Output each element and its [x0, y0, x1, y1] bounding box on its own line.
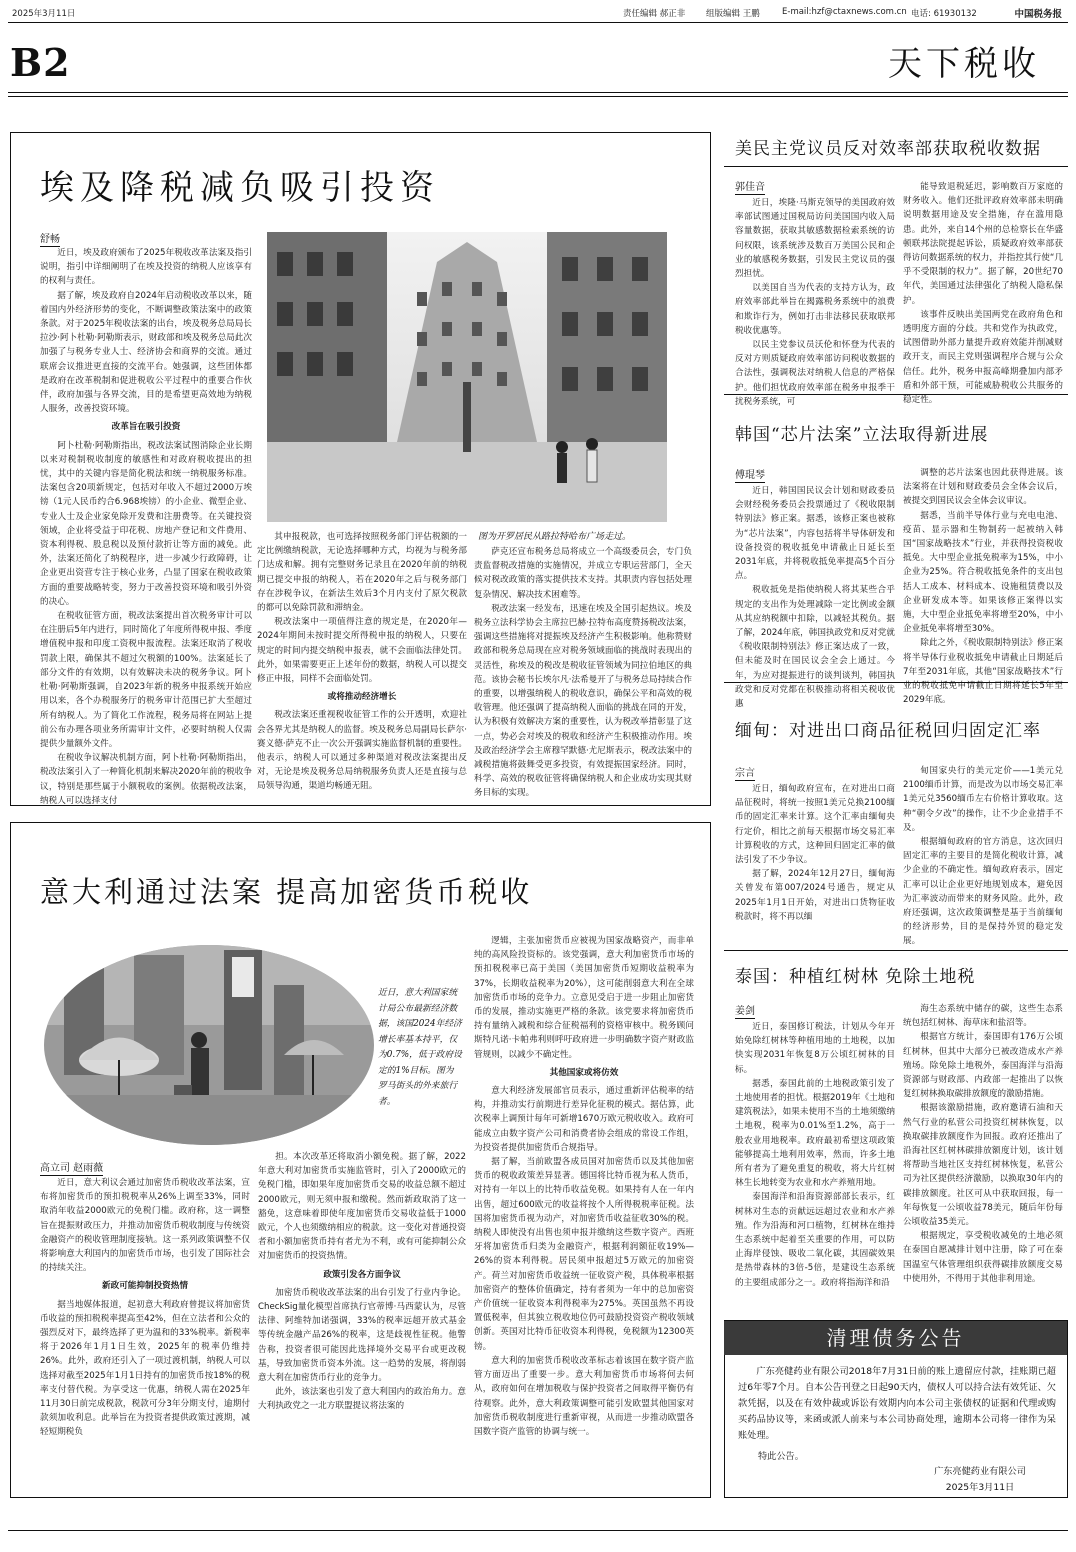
egypt-byline: 舒畅 [40, 230, 60, 247]
usa-headline-rule [724, 166, 1068, 167]
egypt-column-2 [257, 530, 467, 798]
paragraph: 近日，意大利议会通过加密货币税收改革法案，宣布将加密货币的预扣税税率从26%上调至33%，同时取消年收益2000欧元的免税门槛。政府称，这一调整旨在提振财政压力，并推动加密货币税收制度与传统资金融资产的税收管理制度接轨。这一系列政策调整不仅将影响意大利国内的加密货币市场，也引发了国际社会的持续关注。 [40, 1178, 250, 1274]
korea-end-rule [724, 682, 1068, 683]
thailand-column-2 [903, 1002, 1063, 1308]
egypt-column-3 [474, 545, 692, 798]
notice-date: 2025年3月11日 [945, 1482, 1015, 1493]
paragraph: 在税收争议解决机制方面，阿卜杜勒·阿勒斯指出，税改法案引入了一种简化机制来解决2020年前的税收争议，特别是那些属于小额税收的案例。依据税改法案，纳税人可以选择支付 [40, 753, 252, 806]
paragraph: 据悉，泰国此前的土地税政策引发了土地使用者的担忧。根据2019年《土地和建筑税法》，如果未使用不当的土地须缴纳土地税，税率为0.01%至1.2%，高于一般农业用地税率。政府最初希望这项政策能够提高土地利用效率，然而，许多土地所有者为了避免重复的税收，将大片红树林生长地转变为农业和水产养殖用地。 [735, 1078, 895, 1189]
paragraph: 税收抵免是指使纳税人将其某些合乎规定的支出作为处理减除一定比例或金额从其应纳税额中扣除，以减轻其税负。据了解，2024年底，韩国执政党和反对党就《税收限制特别法》修正案达成了一致，但未能及时在国民议会全会上通过。今年，为应对提振进行的谈判谈判，韩国执政党和反对党都在积极推动将相关税收优惠 [735, 585, 895, 710]
korea-byline: 傅琨琴 [735, 466, 765, 483]
masthead-rule [8, 92, 1068, 93]
paragraph: 此外，该法案也引发了意大利国内的政治角力。意大利执政党之一北方联盟提议将法案的 [258, 1387, 466, 1412]
paragraph: 税改法案中一项值得注意的规定是，在2020年—2024年期间未按时提交所得税申报的纳税人，只要在规定的时间内提交纳税申报表，就不会面临法律处罚。此外，如果需要更正上述年份的数据，纳税人可以提交修正申报，同样不会面临处罚。 [257, 617, 467, 685]
paragraph: 能导致退税延迟，影响数百万家庭的财务收入。他们还批评政府效率部未明确说明数据用途及安全措施，存在滥用隐患。此外，来自14个州的总检察长在华盛顿联邦法院提起诉讼，质疑政府效率部获得访问数据系统的权力，并指控其行使“几乎不受限制的权力”。据了解，20世纪70年代，美国通过法律强化了纳税人隐私保护。 [903, 182, 1063, 306]
masthead-rule-thin [8, 96, 1068, 97]
paragraph: 据了解，当前欧盟各成员国对加密货币以及其他加密货币的税收政策差异显著。德国将比特币视为私人货币，对持有一年以上的比特币收益免税。如果持有人在一年内出售，超过600欧元的收益将按个人所得税税率征税。法国将加密货币视为动产，对加密货币收益征收30%的税。纳税人即使没有出售也须申报并缴纳这些数字资产。西班牙将加密货币归类为金融资产，根据利润额征收19%—26%的资本利得税。居民须申报超过5万欧元的加密资产。荷兰对加密货币收益统一征收资产税，具体税率根据加密资产的整体价值确定，持有者须为一年中的总加密资产价值统一征收资本利得税率为275%。英国虽然不再设置低税率，但其独立税收地位仍可鼓励投资资产税收领域创新。英国对比特币征收资本利得税，免税额为12300英镑。 [474, 1157, 694, 1352]
paragraph: 阿卜杜勒·阿勒斯指出，税改法案试图消除企业长期以来对税制税收制度的敏感性和对政府税收提出的担忧，其中的关键内容是简化税法和统一纳税服务标准。法案包含20项新规定，包括对年收入不超过2000万埃镑（1元人民币约合6.968埃镑）的小企业、微型企业、专业人士及企业家免除开发费和注册费等。在关键投资领域，企业将受益于印花税、房地产登记和文件费用、资本利得税、股息税以及预付款折让等方面的减免。此外，法案还简化了纳税程序，进一步减少行政障碍，让企业更出资营专注于核心业务，凸显了国家在税收政策方面的重要战略转变，努力于改善投资环境和吸引外资的决心。 [40, 440, 252, 607]
paragraph: 据当地媒体报道，起初意大利政府曾提议将加密货币收益的预扣税税率提高至42%，但在立法者和公众的强烈反对下，最终选择了更为温和的33%税率。新税率将于2026年1月1日生效，2025年的税率仍维持26%。此外，政府还引入了一项过渡机制，纳税人可以选择对截至2025年1月1日持有的加密货币按18%的税率支付替代税。为享受这一优惠，纳税人需在2025年11月30日前完成税款，税款可分3年分期支付，逾期付款须加收利息。此举旨在为投资者提供政策过渡期，减轻短期税负 [40, 1299, 250, 1438]
cairo-square-photo [267, 232, 667, 522]
paragraph: 其申报税款，也可选择按照税务部门评估税额的一定比例缴纳税款，无论选择哪种方式，均视为与税务部门达成和解。拥有完整财务记录且在2020年前的纳税期已提交申报的纳税人，若在2020年之后与税务部门存在涉税争议，在新法生效后3个月内支付了原欠税款的都可以免除罚款和滞纳金。 [257, 532, 467, 614]
egypt-photo-caption: 图为开罗居民从路拉特哈布广场走过。 [478, 532, 632, 542]
italy-photo-caption: 近日，意大利国家统计局公布最新经济数据，该国2024年经济增长率基本持平，仅为0.7%，低于政府设定的1%目标。图为罗马街头的外来旅行者。 [378, 988, 462, 1107]
paragraph: 在税收征管方面，税改法案提出首次税务审计可以在注册后5年内进行，同时简化了年度所得税申报、季度增值税申报和印度工资税申报流程。法案还取消了税收罚款上限，确保其不超过欠税额的100%。法案延长了部分文件的有效期，以有效解决未决的税务争议。阿卜杜勒·阿勒斯强调，自2023年新的税务申报系统开始应用以来，各个办税服务厅的税务审计范围已扩大至超过所有纳税人。为了简化工作流程，税务局将在网站上提前公布办理各项业务所需审计文件，必要时纳税人仅需提供少量额外文件。 [40, 611, 252, 749]
paragraph: 税改法案还重视税收征管工作的公开透明，欢迎社会各界尤其是纳税人的监督。埃及税务总局副局长萨尔·赛义德·萨克不止一次公开强调实施监督机制的重要性。他表示，纳税人可以通过多种渠道对税改法案提出反对，无论是埃及税务总局纳税服务负责人还是直接与总局领导沟通，渠道均畅通无阻。 [257, 710, 467, 792]
paragraph: 泰国海洋和沿海资源部部长表示，红树林对生态的贡献远远超过农业和水产养殖。作为沿海和河口植物，红树林在维持生态系统中起着至关重要的作用，可以防止海岸侵蚀、吸收二氧化碳，其固碳效果是热带森林的3倍-5倍，是建设生态系统的主要组成部分之一。政府将指海洋和沿 [735, 1192, 895, 1288]
paragraph: 根据缅甸政府的官方消息，这次回归固定汇率的主要目的是简化税收计算，减少企业的不确定性。缅甸政府表示，固定汇率可以让企业更好地规划成本，避免因为汇率波动而带来的财务风险。此外，政府还强调，这次政策调整是基于当前缅甸的经济形势，目的是保持外贸的稳定发展。 [903, 837, 1063, 947]
page-number: B2 [10, 40, 71, 85]
notice-title: 清理债务公告 [724, 1321, 1067, 1355]
italy-subhead-others: 其他国家或将仿效 [549, 1067, 619, 1078]
korea-column-2 [903, 466, 1063, 706]
paragraph: 根据该激励措施，政府邀请石油和天然气行业的私营公司投资红树林恢复，以换取碳排放额度作为回报。政府还推出了沿海社区红树林碳排放额度计划，该计划将帮助当地社区支持红树林恢复，私营公司为社区提供经济激励，以换取30年内的碳排放额度。社区可从中获取回报，每一年每恢复一公顷收益78美元，随后年份每公顷收益35美元。 [903, 1103, 1063, 1228]
myanmar-end-rule [724, 950, 1068, 951]
contact-email[interactable]: E-mail:hzf@ctaxnews.com.cn [782, 7, 907, 17]
paragraph: 该事件反映出美国两党在政府角色和透明度方面的分歧。共和党作为执政党，试图借助外部力量提升政府效能并削减财政开支，而民主党则强调程序合规与公众信任。此外，税务申报高峰期叠加内部矛盾和外部干预，可能威胁税收公共服务的稳定性。 [903, 309, 1063, 406]
egypt-headline: 埃及降税减负吸引投资 [40, 168, 440, 208]
page-header [8, 4, 1068, 22]
paragraph: 萨克还宣布税务总局将成立一个高级委员会，专门负责监督税改措施的实施情况，并成立专职运营部门，全天候对税改政策的落实提供技术支持。其职责内容包括处理复杂情况、解决技术困难等。 [474, 547, 692, 600]
usa-column-1 [735, 196, 895, 407]
usa-byline: 郭佳音 [735, 178, 765, 195]
paragraph: 据了解，埃及政府自2024年启动税收改革以来，随着国内外经济形势的变化，不断调整政策法案中的政策条款。对于2025年税收法案的出台，埃及税务总局局长拉沙·阿卜杜勒·阿勒斯表示，财政部和埃及税务总局此次加强了与税务专业人士、经济协会和商界的交流。通过联席会议推进更直接的交流平台。她强调，这些团体都是政府在改革税制和促进税收公平过程中的重要合作伙伴，政府加强与各界交流，目的是希望更高效地为纳税人服务，改善投资环境。 [40, 290, 252, 415]
paragraph: 根据规定，享受税收减免的土地必须在泰国自愿减排计划中注册，除了可在泰国温室气体管理组织获得碳排放额度交易中使用外，不得用于其他非利用途。 [903, 1231, 1063, 1284]
thailand-headline: 泰国：种植红树林 免除土地税 [735, 967, 976, 987]
paragraph: 税改法案一经发布，迅速在埃及全国引起热议。埃及税务立法科学协会主席拉巴赫·拉特布高度赞扬税改法案，强调这些措施将对提振埃及经济产生积极影响。他称赞财政部和税务总局现在应对税务领域面临的挑战时表现出的灵活性，称埃及的税改是税收征管领域为同拉伯地区的典范。该协会秘书长埃尔凡·法希曼开了与税务总局持续合作的重要，以增强纳税人的税收意识，确保公平和高效的税收管理。他还强调了提高纳税人面临的挑战在同的开发，认为积极有效解决方案的重要性，认为税改举措彰显了这一点，势必会对埃及的税收和经济产生积极推动作用。埃及政治经济学会主席穆罕默德·尤尼斯表示，税改法案中的减税措施将鼓舞受更多投资，有效提振国家经济。同时，科学、高效的税收征管将确保纳税人和企业成功实现其财务目标的实现。 [474, 603, 692, 799]
paragraph: 逻辑，主张加密货币应被视为国家战略资产，而非单纯的高风险投资标的。该党强调，意大利加密货币市场的预扣税税率已高于美国（美国加密货币短期收益税率为37%，长期收益税率为20%），这可能削弱意大利在全球加密货币市场的竞争力。立意见受启于进一步阻止加密货币的发展，推动实施更严格的条款。该党要求将加密货币持有量纳入减税和综合征税福利的资格审核中。税务顾问斯特凡诺·卡帕弗利则呼吁政府进一步明确数字资产财政监管规则，以减少不确定性。 [474, 936, 694, 1060]
section-title: 天下税收 [888, 44, 1040, 84]
header-rule [8, 22, 1068, 23]
italy-headline: 意大利通过法案 提高加密货币税收 [40, 875, 533, 909]
paragraph: 据悉，当前半导体行业与充电电池、疫苗、显示器和生物制药一起被纳入韩国“国家战略技术”行业，并获得投资税收抵免。大中型企业抵免税率为15%，中小企业为25%。符合税收抵免条件的支出包括人工成本、材料成本、设施租赁费以及企业研发成本等。如果该修正案得以实施，大中型企业抵免率将增至20%，中小企业抵免率将增至30%。 [903, 510, 1063, 635]
paragraph: 根据官方统计，泰国即有176万公顷红树林，但其中大部分已被改造成水产养殖场。除免除土地税外，泰国海洋与沿海资源部与财政部、内政部一起推出了以恢复红树林换取碳排放额度的激励措施。 [903, 1032, 1063, 1100]
egypt-column-1 [40, 246, 252, 806]
italy-column-1 [40, 1176, 250, 1488]
notice-body: 广东亮健药业有限公司2018年7月31日前的账上遗留应付款，挂账期已超过6年零7个月。自本公告刊登之日起90天内，债权人可以持合法有效凭证、欠款凭据，以及在有效仲裁或诉讼有效期内向本公司主张债权的证据和代理或购买药品协议等，来函或派人前来与本公司协商处理，逾期本公司将一律作为呆账处理。 [738, 1366, 1056, 1441]
paragraph: 意大利经济发展部官员表示，通过重新评估税率的结构，并推动实行前期进行差异化征税的模式。据估算，此次税率上调预计每年可新增1670万欧元税收收入。政府可能成立由数字资产公司和消费者协会组成的常设工作组，为投资者提供加密货币合规指导。 [474, 1086, 694, 1153]
myanmar-column-2 [903, 764, 1063, 947]
paragraph: 近日，埃隆·马斯克领导的美国政府效率部试图通过国税局访问美国国内收入局容量数据，获取其敏感数据检索系统的访问权限，该系统涉及数百万美国公民和企业的敏感税务数据，引发民主党议员的强烈担忧。 [735, 198, 895, 280]
footer-rule [8, 1530, 1068, 1531]
paragraph: 加密货币税收改革法案的出台引发了行业内争论。CheckSig量化模型首席执行官蒂博·马西蒙认为，尽管法律、阿维特加诺强调，33%的税率远超开放式基金等传统金融产品26%的税率，这是歧视性征税。他警告称，投资者很可能因此选择境外交易平台或更改税基，导致加密货币资本外流。这一趋势的发展，将削弱意大利在加密货币行业的竞争力。 [258, 1287, 466, 1384]
paragraph: 以民主党参议员沃伦和怀登为代表的反对方则质疑政府效率部访问税收数据的合法性，强调税法对纳税人信息的严格保护。他们担忧政府效率部在税务申报季干扰税务系统，可 [735, 340, 895, 407]
paragraph: 据了解，2024年12月27日，缅甸海关曾发布第007/2024号通告，规定从2025年1月1日开始，对进出口货物征收税款时，将不再以缅 [735, 869, 895, 922]
rome-street-photo [44, 945, 374, 1145]
egypt-subhead-investment: 改革旨在吸引投资 [111, 422, 181, 433]
thailand-byline: 姜剑 [735, 1002, 755, 1019]
korea-column-1 [735, 484, 895, 710]
paragraph: 调整的芯片法案也因此获得进展。该法案将在计划和财政委员会全体会议后，被提交到国民议会全体会议审议。 [903, 468, 1063, 507]
myanmar-headline: 缅甸：对进出口商品征税回归固定汇率 [735, 721, 1041, 741]
layout-editor: 组版编辑 王鹏 [706, 9, 760, 19]
paragraph: 近日，埃及政府颁布了2025年税收改革法案及指引说明，指引中详细阐明了在埃及投资的纳税人应该享有的权利与责任。 [40, 248, 252, 287]
paragraph: 近日，韩国国民议会计划和财政委员会财经税务委员会投票通过了《税收限制特别法》修正案。据悉，该修正案也被称为“芯片法案”，内容包括将半导体研发和设备投资的税收抵免申请截止日延长至2031年底，并将税收抵免率提高5个百分点。 [735, 486, 895, 582]
notice-closing: 特此公告。 [758, 1451, 804, 1462]
paragraph: 甸国家央行的美元定价——1美元兑2100缅币计算，而是改为以市场交易汇率1美元兑3560缅币左右价格计算收取。这种“朝令夕改”的操作，让不少企业措手不及。 [903, 766, 1063, 833]
korea-headline: 韩国“芯片法案”立法取得新进展 [735, 425, 989, 445]
italy-column-3 [474, 934, 694, 1488]
usa-end-rule [724, 394, 1068, 395]
paragraph: 近日，泰国修订税法，计划从今年开始免除红树林等种植用地的土地税，以加快实现2031年恢复8万公顷红树林的目标。 [735, 1022, 895, 1075]
paragraph: 担。本次改革还将取消小额免税。据了解，2022年意大利对加密货币实施监管时，引入了2000欧元的免税门槛，即如果年度加密货币交易的收益总额不超过2000欧元，则无须申报和缴税。然而新政取消了这一豁免，这意味着即使年度加密货币交易收益低于1000欧元，个人也须缴纳相应的税款。这一变化对普通投资者和小额加密货币持有者尤为不利，或有可能抑制公众对加密货币的投资热情。 [258, 1152, 466, 1262]
issue-date: 2025年3月11日 [12, 9, 76, 19]
newspaper-name: 中国税务报 [1014, 9, 1062, 20]
italy-subhead-debate: 政策引发各方面争议 [323, 1269, 401, 1280]
thailand-column-1 [735, 1020, 895, 1308]
myanmar-byline: 宗言 [735, 764, 755, 781]
usa-headline: 美民主党议员反对效率部获取税收数据 [735, 139, 1041, 159]
myanmar-column-1 [735, 782, 895, 944]
paragraph: 意大利的加密货币税收改革标志着该国在数字资产监管方面迈出了重要一步。意大利加密货币市场将何去何从，政府如何在增加税收与保护投资者之间取得平衡仍有待观察。此外，意大利政策调整可能引发欧盟其他国家对加密货币税收制度进行重新审视，从而进一步推动欧盟各国数字资产监管的协调与统一。 [474, 1355, 694, 1437]
italy-byline: 高立司 赵雨薇 [40, 1159, 103, 1176]
notice-company: 广东亮健药业有限公司 [934, 1466, 1026, 1477]
contact-phone: 电话: 61930132 [911, 9, 977, 19]
italy-subhead-investment: 新政可能抑制投资热情 [102, 1281, 188, 1292]
notice-signature [900, 1464, 1060, 1496]
paragraph: 除此之外，《税收限制特别法》修正案将半导体行业税收抵免申请截止日期延后7年至2031年底，其他“国家战略技术”行业的税收抵免申请截止日期将延长5年至2029年底。 [903, 638, 1063, 706]
paragraph: 海生态系统中储存的碳，这些生态系统包括红树林、海草床和盐沼等。 [903, 1004, 1063, 1029]
paragraph: 以美国自当为代表的支持方认为，政府效率部此举旨在揭露税务系统中的浪费和欺诈行为，例如打击非法移民获取联邦税收优惠等。 [735, 283, 895, 336]
italy-column-2 [258, 1150, 466, 1488]
egypt-subhead-growth: 或将推动经济增长 [327, 692, 397, 703]
responsible-editor: 责任编辑 郝正非 [623, 9, 686, 19]
usa-column-2 [903, 180, 1063, 406]
paragraph: 近日，缅甸政府宣布，在对进出口商品征税时，将统一按照1美元兑换2100缅币的固定汇率来计算。这个汇率由缅甸央行定价，相比之前每天根据市场交易汇率计算税收的方式，这种回归固定汇率的做法引发了不少争议。 [735, 784, 895, 866]
